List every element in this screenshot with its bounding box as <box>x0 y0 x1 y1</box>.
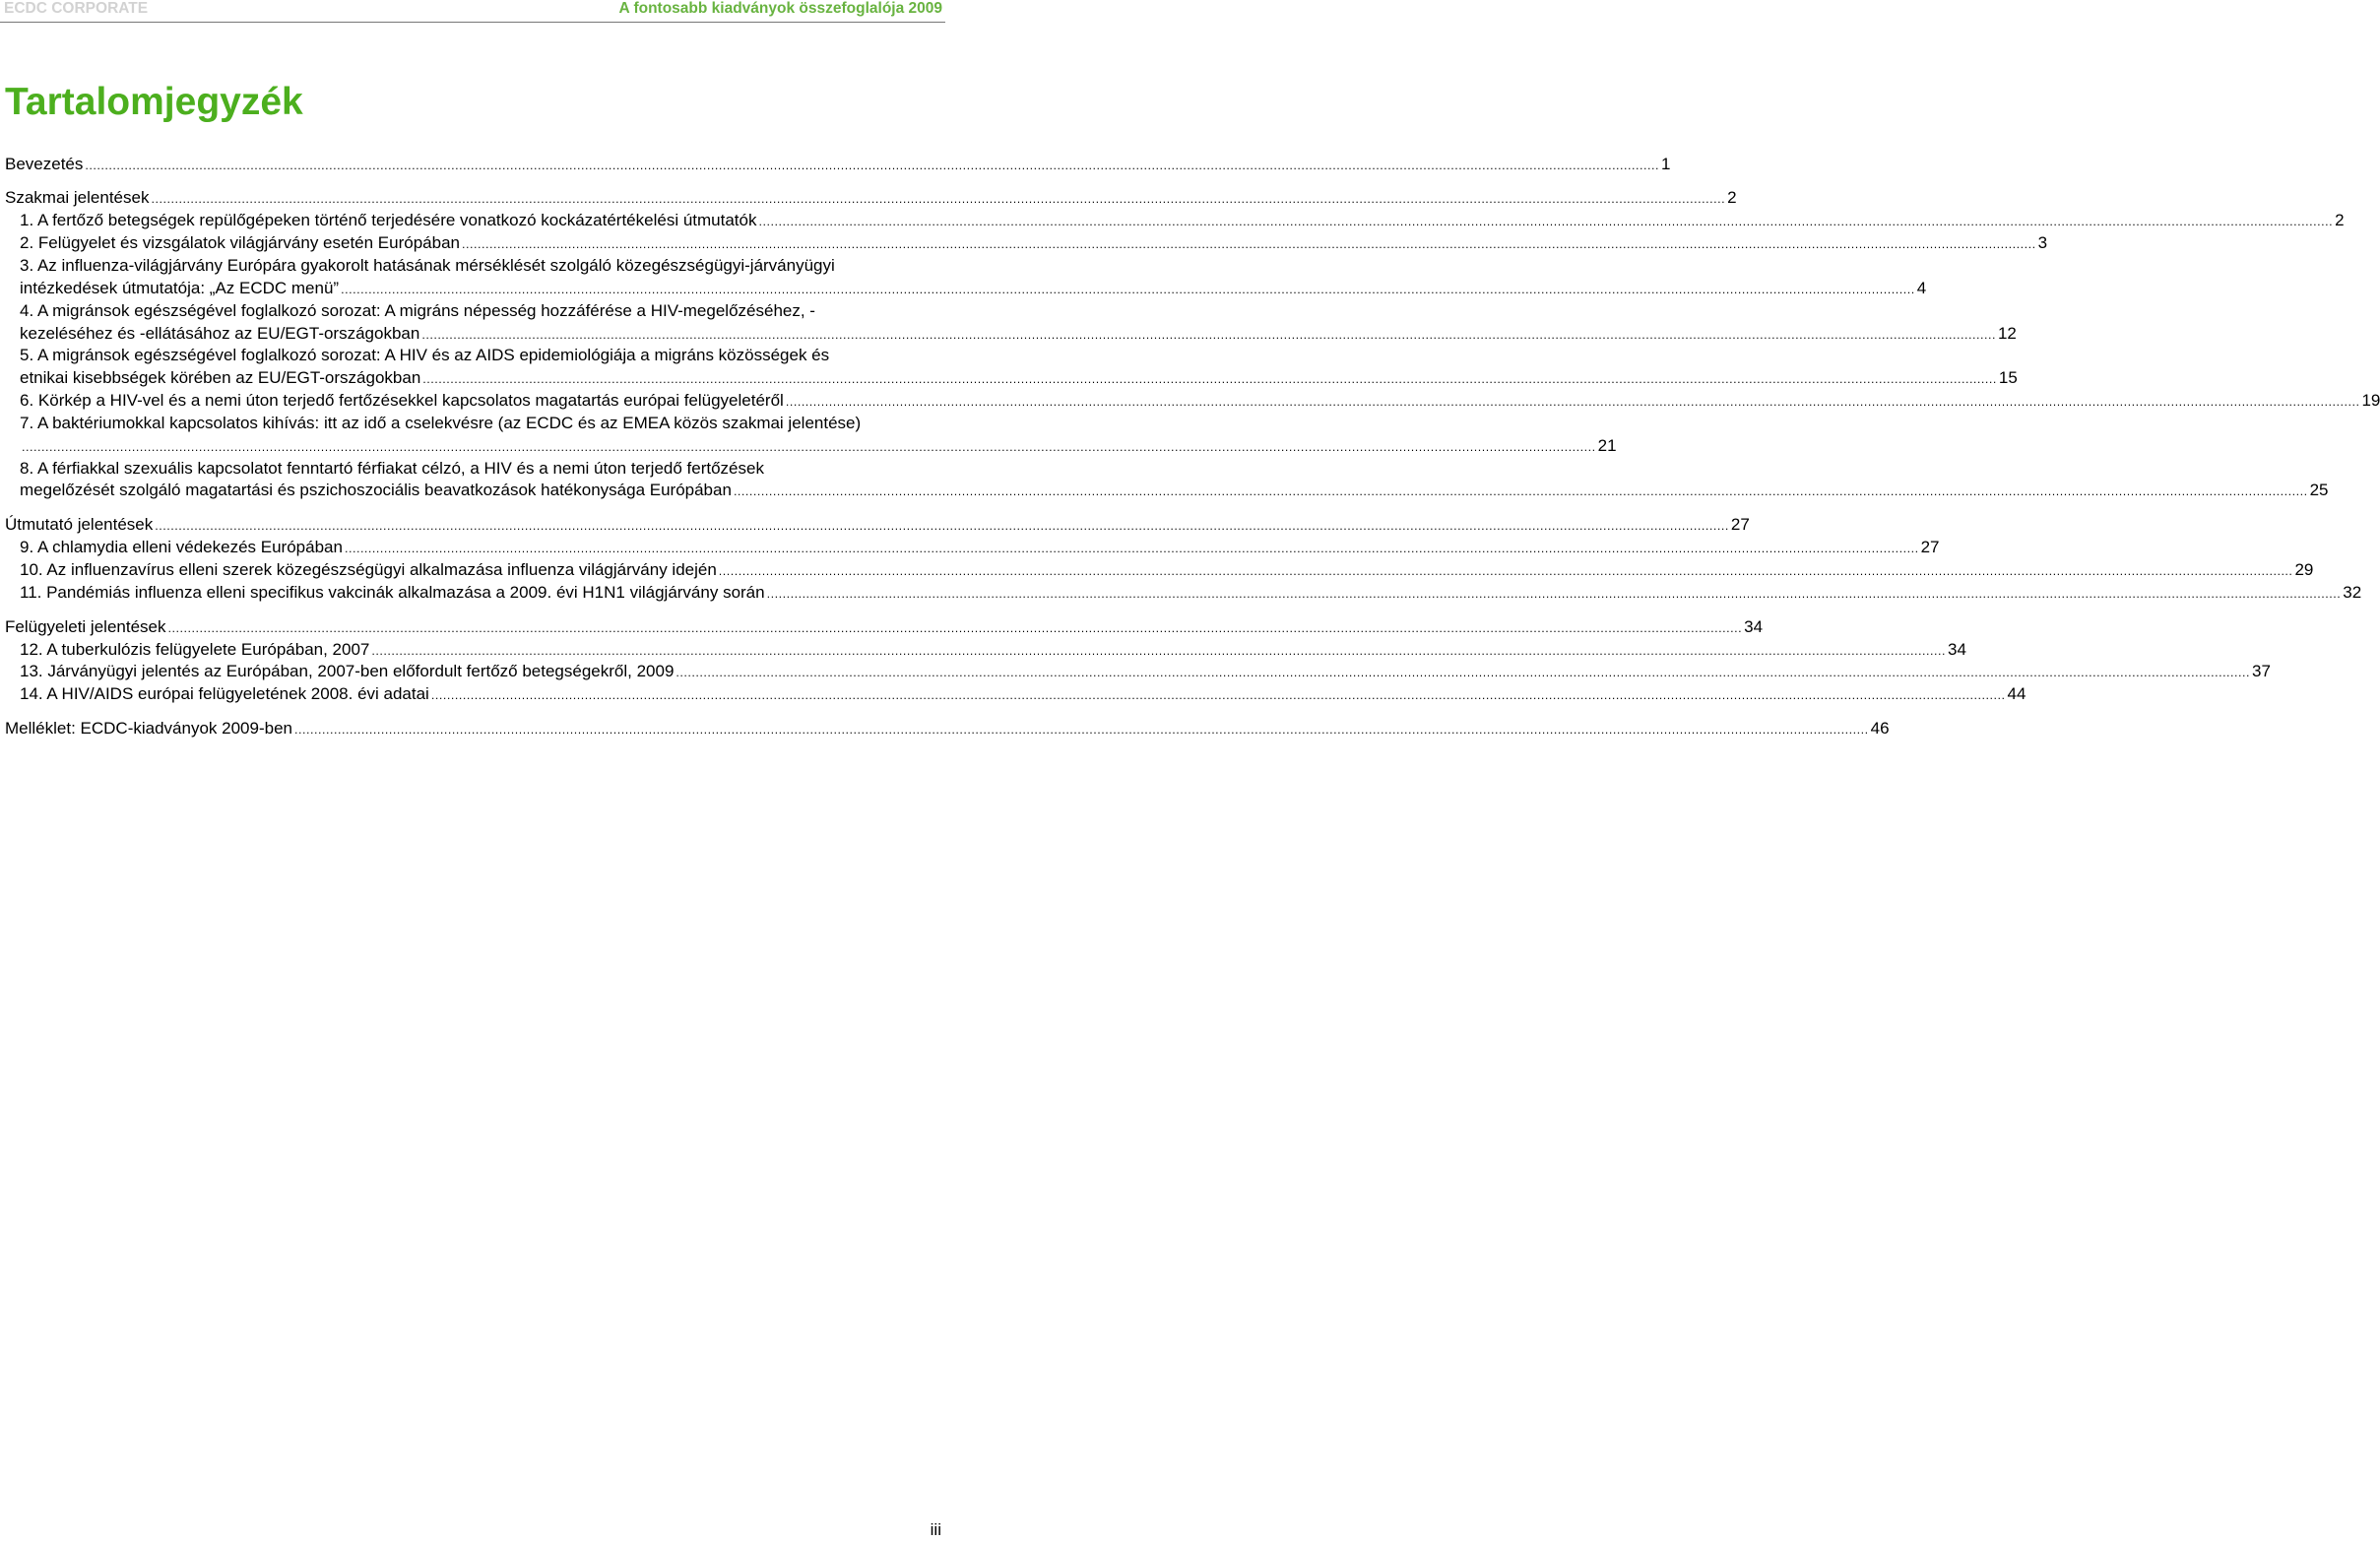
toc-dot-leader: ................................................................................................................................................................................................................................................................................................................................................................................................................ <box>151 193 1726 206</box>
page-title: Tartalomjegyzék <box>5 81 303 123</box>
toc-entry-page: 15 <box>1998 368 2018 387</box>
toc-entry-page: 34 <box>1948 640 1966 659</box>
toc-dot-leader: ................................................................................................................................................................................................................................................................................................................................................................................................................ <box>785 396 2360 409</box>
toc-dot-leader: ................................................................................................................................................................................................................................................................................................................................................................................................................ <box>22 441 1596 454</box>
toc-entry-title: 10. Az influenzavírus elleni szerek közegészségügyi alkalmazása influenza világjárvány idején <box>20 560 717 579</box>
toc-entry[interactable] <box>5 187 1737 209</box>
toc-dot-leader: ................................................................................................................................................................................................................................................................................................................................................................................................................ <box>155 520 1729 533</box>
toc-entry-title: Szakmai jelentések <box>5 188 150 207</box>
toc-dot-leader: ................................................................................................................................................................................................................................................................................................................................................................................................................ <box>341 284 1915 296</box>
toc-entry-line[interactable]: 3. Az influenza-világjárvány Európára gyakorolt hatásának mérséklését szolgáló közegészségügyi-járványügyi <box>20 256 835 275</box>
toc-entry-page: 19 <box>2361 391 2380 410</box>
toc-entry-title: Melléklet: ECDC-kiadványok 2009-ben <box>5 719 292 738</box>
toc-entry-page: 27 <box>1920 538 1940 556</box>
toc-entry-title: 14. A HIV/AIDS európai felügyeletének 2008. évi adatai <box>20 684 429 703</box>
toc-entry-page: 3 <box>2037 233 2048 252</box>
toc-entry-title: kezeléséhez és -ellátásához az EU/EGT-országokban <box>20 324 420 343</box>
toc-entry-line[interactable]: 4. A migránsok egészségével foglalkozó sorozat: A migráns népesség hozzáférése a HIV-megelőzéséhez, - <box>20 301 815 320</box>
toc-dot-leader: ................................................................................................................................................................................................................................................................................................................................................................................................................ <box>430 689 2006 702</box>
toc-entry-title: 11. Pandémiás influenza elleni specifikus vakcinák alkalmazása a 2009. évi H1N1 világjárvány során <box>20 583 765 602</box>
toc-entry-title: Felügyeleti jelentések <box>5 617 166 636</box>
toc-entry-title: 13. Járványügyi jelentés az Európában, 2007-ben előfordult fertőző betegségekről, 2009 <box>20 662 675 680</box>
toc-entry[interactable] <box>20 537 1940 558</box>
toc-entry-page: 1 <box>1661 155 1671 173</box>
toc-entry-title: Bevezetés <box>5 155 84 173</box>
toc-entry-title: intézkedések útmutatója: „Az ECDC menü” <box>20 279 340 297</box>
toc-entry[interactable] <box>20 367 2018 389</box>
toc-entry[interactable] <box>20 639 1966 661</box>
header-brand: ECDC CORPORATE <box>4 0 149 17</box>
toc-entry[interactable] <box>20 582 2362 604</box>
toc-dot-leader: ................................................................................................................................................................................................................................................................................................................................................................................................................ <box>293 724 1869 737</box>
toc-entry-page: 27 <box>1730 515 1750 534</box>
toc-entry-page: 46 <box>1870 719 1890 738</box>
toc-entry-page: 29 <box>2294 560 2314 579</box>
toc-dot-leader: ................................................................................................................................................................................................................................................................................................................................................................................................................ <box>167 622 1743 635</box>
toc-entry-page: 2 <box>2335 211 2345 229</box>
toc-entry[interactable] <box>20 683 2026 705</box>
toc-entry-line[interactable]: 8. A férfiakkal szexuális kapcsolatot fenntartó férfiakat célzó, a HIV és a nemi úton terjedő fertőzések <box>20 459 764 478</box>
toc-dot-leader: ................................................................................................................................................................................................................................................................................................................................................................................................................ <box>344 543 1919 555</box>
toc-entry[interactable] <box>5 514 1750 536</box>
toc-dot-leader: ................................................................................................................................................................................................................................................................................................................................................................................................................ <box>422 373 1997 386</box>
toc-entry-page: 2 <box>1727 188 1737 207</box>
toc-dot-leader: ................................................................................................................................................................................................................................................................................................................................................................................................................ <box>758 216 2334 228</box>
toc-entry[interactable] <box>5 616 1764 638</box>
toc-dot-leader: ................................................................................................................................................................................................................................................................................................................................................................................................................ <box>718 565 2293 578</box>
header-publication-title: A fontosabb kiadványok összefoglalója 2009 <box>618 0 942 17</box>
toc-entry-title: 2. Felügyelet és vizsgálatok világjárvány esetén Európában <box>20 233 460 252</box>
toc-entry-page: 12 <box>1997 324 2017 343</box>
toc-entry-title: 1. A fertőző betegségek repülőgépeken történő terjedésére vonatkozó kockázatértékelési útmutatók <box>20 211 757 229</box>
toc-entry-title: etnikai kisebbségek körében az EU/EGT-országokban <box>20 368 421 387</box>
toc-dot-leader: ................................................................................................................................................................................................................................................................................................................................................................................................................ <box>421 329 1996 342</box>
toc-entry-line[interactable]: 7. A baktériumokkal kapcsolatos kihívás: itt az idő a cselekvésre (az ECDC és az EMEA közös szakmai jelentése) <box>20 414 862 432</box>
toc-entry-page: 32 <box>2343 583 2362 602</box>
toc-entry[interactable] <box>20 559 2314 581</box>
toc-dot-leader: ................................................................................................................................................................................................................................................................................................................................................................................................................ <box>371 645 1947 658</box>
toc-entry-line[interactable]: 5. A migránsok egészségével foglalkozó sorozat: A HIV és az AIDS epidemiológiája a migráns közösségek és <box>20 346 830 364</box>
toc-dot-leader: ................................................................................................................................................................................................................................................................................................................................................................................................................ <box>85 160 1660 172</box>
toc-entry[interactable] <box>20 480 2329 501</box>
toc-entry-page: 37 <box>2252 662 2271 680</box>
toc-entry-title: 12. A tuberkulózis felügyelete Európában, 2007 <box>20 640 370 659</box>
page-number: iii <box>930 1520 941 1539</box>
toc-entry[interactable] <box>5 718 1890 739</box>
toc-entry[interactable] <box>20 390 2380 412</box>
toc-entry-title: Útmutató jelentések <box>5 515 154 534</box>
toc-entry-page: 44 <box>2007 684 2026 703</box>
toc-entry[interactable] <box>20 232 2048 254</box>
toc-entry-page: 34 <box>1744 617 1764 636</box>
toc-entry-page: 4 <box>1916 279 1927 297</box>
toc-entry-title: 9. A chlamydia elleni védekezés Európában <box>20 538 343 556</box>
toc-dot-leader: ................................................................................................................................................................................................................................................................................................................................................................................................................ <box>462 238 2036 251</box>
toc-entry[interactable] <box>20 210 2345 231</box>
running-header <box>0 0 945 23</box>
toc-entry-title: 6. Körkép a HIV-vel és a nemi úton terjedő fertőzésekkel kapcsolatos magatartás európai felügyeletéről <box>20 391 784 410</box>
toc-entry[interactable] <box>20 278 1927 299</box>
toc-entry-title: megelőzését szolgáló magatartási és pszichoszociális beavatkozások hatékonysága Európában <box>20 481 732 499</box>
toc-dot-leader: ................................................................................................................................................................................................................................................................................................................................................................................................................ <box>766 588 2342 601</box>
toc-entry[interactable] <box>20 661 2271 682</box>
toc-entry[interactable] <box>20 323 2017 345</box>
toc-entry-page: 25 <box>2309 481 2329 499</box>
toc-dot-leader: ................................................................................................................................................................................................................................................................................................................................................................................................................ <box>733 485 2308 498</box>
toc-dot-leader: ................................................................................................................................................................................................................................................................................................................................................................................................................ <box>675 667 2251 679</box>
toc-entry[interactable] <box>5 154 1671 175</box>
toc-entry-page: 21 <box>1597 436 1617 455</box>
toc-entry[interactable] <box>20 435 1617 457</box>
